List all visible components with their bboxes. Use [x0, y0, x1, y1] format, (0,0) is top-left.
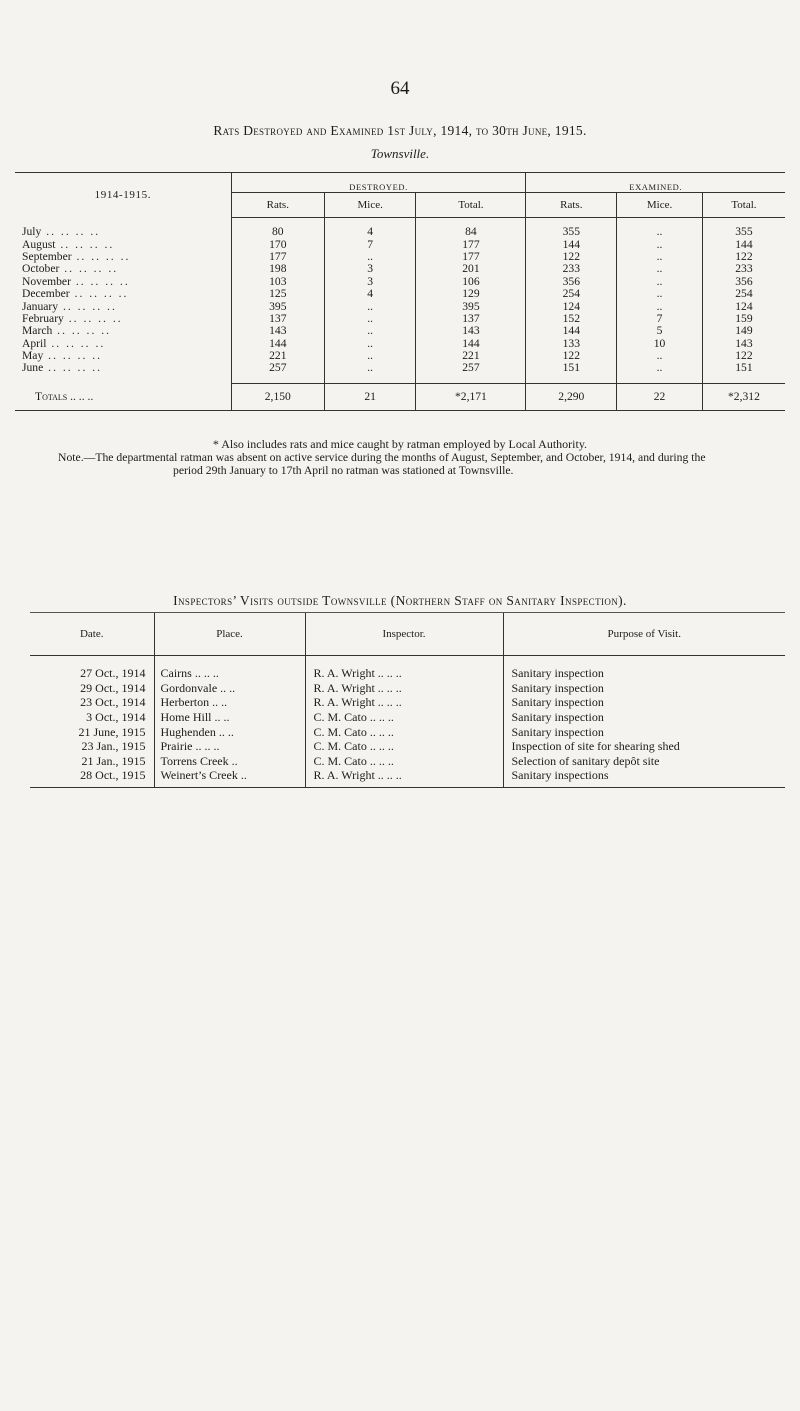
- cell-e-rats: 144: [526, 325, 617, 337]
- month-name: June: [22, 361, 44, 375]
- table-row: [15, 325, 785, 337]
- cell-d-rats: 395: [231, 300, 324, 312]
- col-period: 1914-1915.: [15, 173, 231, 218]
- table-row: [15, 362, 785, 374]
- visit-date: 23 Jan., 1915: [81, 739, 146, 754]
- totals-label: Totals .. .. ..: [35, 389, 94, 403]
- note-line-1: Note.—The departmental ratman was absent on active service during the months of August, September, and October, 1914, and during the: [58, 451, 706, 464]
- month-name: May: [22, 349, 44, 363]
- cell-e-mice: ..: [617, 263, 703, 275]
- month-label: [15, 251, 231, 263]
- cell-e-rats: 356: [526, 276, 617, 288]
- cell-e-mice: ..: [617, 350, 703, 362]
- visit-purpose: Sanitary inspection: [503, 724, 785, 739]
- table-row: [30, 710, 785, 725]
- table-row: [30, 724, 785, 739]
- cell-e-rats: 152: [526, 313, 617, 325]
- month-label: [15, 276, 231, 288]
- cell-d-total: 129: [416, 288, 526, 300]
- visit-place: Weinert’s Creek ..: [154, 768, 305, 787]
- month-label: [15, 288, 231, 300]
- leader-dots: .. .. .. ..: [71, 249, 131, 263]
- cell-e-mice: ..: [617, 226, 703, 238]
- table-row: [15, 350, 785, 362]
- visit-inspector: C. M. Cato .. .. ..: [305, 739, 503, 754]
- table-row: [15, 251, 785, 263]
- month-name: November: [22, 274, 71, 288]
- visits-table: [30, 612, 785, 788]
- month-name: July: [22, 225, 42, 239]
- leader-dots: .. .. .. ..: [55, 237, 115, 251]
- group-destroyed: DESTROYED.: [231, 173, 526, 193]
- month-label: [15, 362, 231, 374]
- col-purpose: Purpose of Visit.: [503, 613, 785, 656]
- table-row: [30, 695, 785, 710]
- cell-d-total: 84: [416, 226, 526, 238]
- month-name: April: [22, 336, 47, 350]
- cell-d-total: 137: [416, 313, 526, 325]
- cell-e-rats: 144: [526, 238, 617, 250]
- cell-d-total: 143: [416, 325, 526, 337]
- cell-d-total: 257: [416, 362, 526, 374]
- cell-d-total: 395: [416, 300, 526, 312]
- cell-e-total: 151: [702, 362, 785, 374]
- cell-d-total: 221: [416, 350, 526, 362]
- cell-e-rats: 151: [526, 362, 617, 374]
- cell-d-rats: 257: [231, 362, 324, 374]
- month-label: [15, 226, 231, 238]
- cell-d-mice: ..: [324, 362, 415, 374]
- visit-purpose: Sanitary inspection: [503, 710, 785, 725]
- col-d-rats: Rats.: [231, 193, 324, 218]
- visit-date: 27 Oct., 1914: [80, 666, 146, 681]
- col-place: Place.: [154, 613, 305, 656]
- cell-e-total: 356: [702, 276, 785, 288]
- cell-e-mice: ..: [617, 300, 703, 312]
- visit-inspector: R. A. Wright .. .. ..: [305, 695, 503, 710]
- cell-d-rats: 103: [231, 276, 324, 288]
- table1-subtitle: Townsville.: [370, 146, 430, 161]
- table-row: [30, 739, 785, 754]
- cell-d-mice: ..: [324, 313, 415, 325]
- cell-e-total: 233: [702, 263, 785, 275]
- leader-dots: .. .. .. ..: [46, 336, 106, 350]
- group-examined: EXAMINED.: [526, 173, 785, 193]
- cell-d-mice: 3: [324, 263, 415, 275]
- table1-title: Rats Destroyed and Examined 1st July, 1914, to 30th June, 1915.: [213, 123, 587, 138]
- cell-e-rats: 122: [526, 251, 617, 263]
- cell-e-total: 143: [702, 338, 785, 350]
- cell-e-mice: 5: [617, 325, 703, 337]
- month-label: [15, 325, 231, 337]
- cell-e-total: 159: [702, 313, 785, 325]
- visit-inspector: R. A. Wright .. .. ..: [305, 768, 503, 787]
- table-row: [15, 313, 785, 325]
- cell-d-rats: 198: [231, 263, 324, 275]
- cell-d-mice: ..: [324, 300, 415, 312]
- total-d-rats: 2,150: [231, 383, 324, 410]
- cell-d-rats: 137: [231, 313, 324, 325]
- leader-dots: .. .. .. ..: [70, 274, 130, 288]
- note-line-2: period 29th January to 17th April no ratman was stationed at Townsville.: [173, 463, 514, 477]
- visit-inspector: R. A. Wright .. .. ..: [305, 656, 503, 681]
- month-name: February: [22, 311, 64, 325]
- visit-inspector: C. M. Cato .. .. ..: [305, 754, 503, 769]
- cell-d-rats: 143: [231, 325, 324, 337]
- cell-e-mice: 7: [617, 313, 703, 325]
- cell-e-mice: 10: [617, 338, 703, 350]
- cell-d-total: 177: [416, 238, 526, 250]
- totals-row: [15, 383, 785, 410]
- leader-dots: .. .. .. ..: [69, 287, 129, 301]
- visit-inspector: C. M. Cato .. .. ..: [305, 724, 503, 739]
- cell-e-total: 122: [702, 350, 785, 362]
- cell-d-total: 106: [416, 276, 526, 288]
- visit-place: Gordonvale .. ..: [154, 681, 305, 696]
- visit-purpose: Sanitary inspection: [503, 656, 785, 681]
- leader-dots: .. .. .. ..: [59, 262, 119, 276]
- cell-e-rats: 355: [526, 226, 617, 238]
- cell-d-rats: 170: [231, 238, 324, 250]
- visit-place: Herberton .. ..: [154, 695, 305, 710]
- table-row: [15, 276, 785, 288]
- month-label: [15, 350, 231, 362]
- cell-e-rats: 233: [526, 263, 617, 275]
- cell-d-mice: 4: [324, 288, 415, 300]
- table-row: [15, 226, 785, 238]
- leader-dots: .. .. .. ..: [43, 361, 103, 375]
- cell-e-mice: ..: [617, 362, 703, 374]
- note: [58, 452, 788, 477]
- visit-inspector: R. A. Wright .. .. ..: [305, 681, 503, 696]
- month-label: [15, 238, 231, 250]
- table-row: [15, 238, 785, 250]
- cell-d-rats: 221: [231, 350, 324, 362]
- cell-d-mice: ..: [324, 251, 415, 263]
- col-e-mice: Mice.: [617, 193, 703, 218]
- visit-date: 21 Jan., 1915: [81, 753, 146, 768]
- table-row: [30, 768, 785, 787]
- cell-e-rats: 254: [526, 288, 617, 300]
- cell-e-mice: ..: [617, 276, 703, 288]
- cell-e-rats: 124: [526, 300, 617, 312]
- visit-place: Prairie .. .. ..: [154, 739, 305, 754]
- col-e-total: Total.: [702, 193, 785, 218]
- col-d-total: Total.: [416, 193, 526, 218]
- cell-d-rats: 80: [231, 226, 324, 238]
- cell-e-mice: ..: [617, 251, 703, 263]
- cell-d-mice: ..: [324, 338, 415, 350]
- page-number: 64: [390, 78, 410, 99]
- footnote: * Also includes rats and mice caught by ratman employed by Local Authority.: [212, 437, 588, 451]
- table-row: [15, 288, 785, 300]
- col-e-rats: Rats.: [526, 193, 617, 218]
- table-row: [15, 300, 785, 312]
- visit-purpose: Sanitary inspection: [503, 681, 785, 696]
- leader-dots: .. .. .. ..: [63, 311, 123, 325]
- month-name: September: [22, 249, 72, 263]
- col-inspector: Inspector.: [305, 613, 503, 656]
- leader-dots: .. .. .. ..: [41, 225, 101, 239]
- table-row: [30, 754, 785, 769]
- visit-purpose: Selection of sanitary depôt site: [503, 754, 785, 769]
- cell-d-mice: ..: [324, 325, 415, 337]
- cell-e-rats: 122: [526, 350, 617, 362]
- month-label: [15, 338, 231, 350]
- visit-date: 21 June, 1915: [78, 724, 146, 739]
- month-name: August: [22, 237, 56, 251]
- table-row: [15, 263, 785, 275]
- cell-d-mice: ..: [324, 350, 415, 362]
- cell-d-mice: 3: [324, 276, 415, 288]
- cell-d-rats: 177: [231, 251, 324, 263]
- visit-inspector: C. M. Cato .. .. ..: [305, 710, 503, 725]
- cell-e-total: 149: [702, 325, 785, 337]
- total-d-mice: 21: [324, 383, 415, 410]
- month-name: March: [22, 324, 53, 338]
- cell-d-rats: 144: [231, 338, 324, 350]
- cell-e-rats: 133: [526, 338, 617, 350]
- visit-purpose: Inspection of site for shearing shed: [503, 739, 785, 754]
- leader-dots: .. .. .. ..: [52, 324, 112, 338]
- total-e-total: *2,312: [702, 383, 785, 410]
- leader-dots: .. .. .. ..: [43, 349, 103, 363]
- visit-purpose: Sanitary inspections: [503, 768, 785, 787]
- cell-d-total: 201: [416, 263, 526, 275]
- visit-date: 29 Oct., 1914: [80, 680, 146, 695]
- month-name: October: [22, 262, 60, 276]
- table-row: [30, 656, 785, 681]
- cell-d-total: 144: [416, 338, 526, 350]
- month-label: [15, 300, 231, 312]
- col-d-mice: Mice.: [324, 193, 415, 218]
- total-d-total: *2,171: [416, 383, 526, 410]
- month-name: December: [22, 287, 70, 301]
- cell-e-mice: ..: [617, 238, 703, 250]
- cell-e-total: 355: [702, 226, 785, 238]
- visit-date: 3 Oct., 1914: [86, 710, 146, 725]
- rats-table: [15, 172, 785, 411]
- visit-place: Hughenden .. ..: [154, 724, 305, 739]
- total-e-rats: 2,290: [526, 383, 617, 410]
- cell-e-total: 144: [702, 238, 785, 250]
- visit-date: 28 Oct., 1915: [30, 768, 154, 787]
- month-name: January: [22, 299, 59, 313]
- table-row: [30, 681, 785, 696]
- leader-dots: .. .. .. ..: [58, 299, 117, 313]
- cell-d-total: 177: [416, 251, 526, 263]
- month-label: [15, 263, 231, 275]
- visit-place: Torrens Creek ..: [154, 754, 305, 769]
- visit-place: Home Hill .. ..: [154, 710, 305, 725]
- month-label: [15, 313, 231, 325]
- cell-d-mice: 4: [324, 226, 415, 238]
- cell-e-total: 124: [702, 300, 785, 312]
- cell-e-mice: ..: [617, 288, 703, 300]
- table2-title: Inspectors’ Visits outside Townsville (Northern Staff on Sanitary Inspection).: [173, 593, 627, 608]
- visit-date: 23 Oct., 1914: [80, 695, 146, 710]
- table-row: [15, 338, 785, 350]
- cell-d-mice: 7: [324, 238, 415, 250]
- col-date: Date.: [30, 613, 154, 656]
- cell-e-total: 254: [702, 288, 785, 300]
- cell-e-total: 122: [702, 251, 785, 263]
- visit-purpose: Sanitary inspection: [503, 695, 785, 710]
- cell-d-rats: 125: [231, 288, 324, 300]
- visit-place: Cairns .. .. ..: [154, 656, 305, 681]
- total-e-mice: 22: [617, 383, 703, 410]
